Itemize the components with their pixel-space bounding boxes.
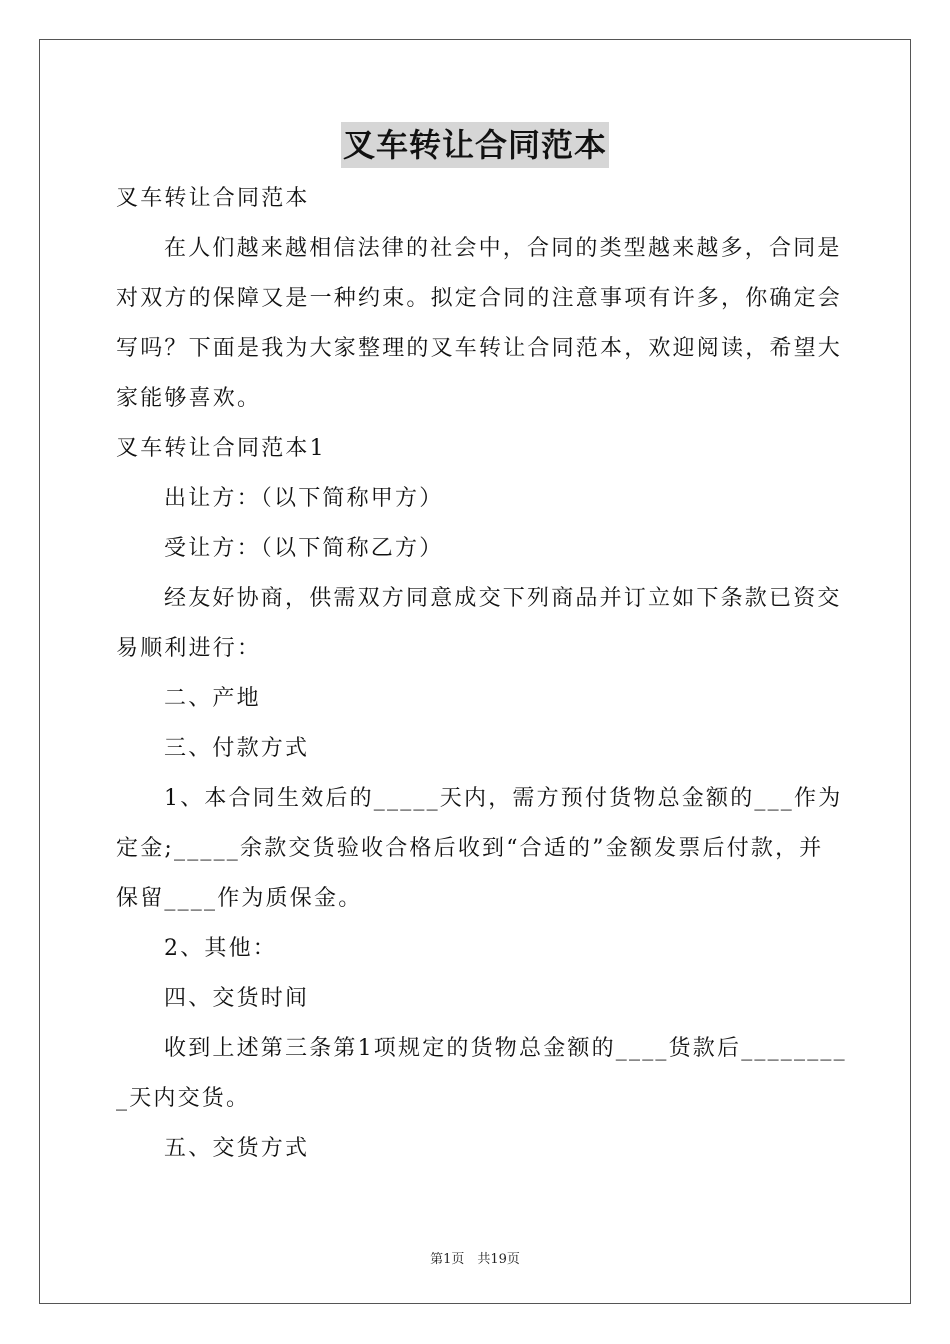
paragraph-line: 叉车转让合同范本: [116, 186, 310, 211]
paragraph-line: 易顺利进行：: [116, 636, 262, 661]
paragraph-line: 二、产地: [164, 686, 261, 711]
paragraph-line: 对双方的保障又是一种约束。拟定合同的注意事项有许多，你确定会: [116, 286, 843, 311]
paragraph-line: 写吗？下面是我为大家整理的叉车转让合同范本，欢迎阅读，希望大: [116, 336, 843, 361]
document-body: [116, 174, 847, 1174]
paragraph-line: 定金;_____余款交货验收合格后收到“合适的”金额发票后付款，并: [116, 836, 824, 861]
document-title: 叉车转让合同范本: [341, 122, 609, 168]
paragraph-line: 叉车转让合同范本1: [116, 436, 326, 461]
paragraph-line: 收到上述第三条第1项规定的货物总金额的____货款后________: [164, 1036, 847, 1061]
paragraph-line: 在人们越来越相信法律的社会中，合同的类型越来越多，合同是: [164, 236, 842, 261]
title-container: [0, 122, 950, 168]
paragraph-line: 家能够喜欢。: [116, 386, 262, 411]
paragraph-line: 五、交货方式: [164, 1136, 310, 1161]
paragraph-line: 三、付款方式: [164, 736, 310, 761]
paragraph-line: 2、其他：: [164, 936, 277, 961]
paragraph-line: 1、本合同生效后的_____天内，需方预付货物总金额的___作为: [164, 786, 843, 811]
paragraph-line: 出让方：（以下简称甲方）: [164, 486, 444, 511]
paragraph-line: 经友好协商，供需双方同意成交下列商品并订立如下条款已资交: [164, 586, 842, 611]
page-footer: 第1页 共19页: [430, 1252, 520, 1267]
paragraph-line: 四、交货时间: [164, 986, 310, 1011]
paragraph-line: 受让方：（以下简称乙方）: [164, 536, 444, 561]
paragraph-line: 保留____作为质保金。: [116, 886, 363, 911]
paragraph-line: _天内交货。: [116, 1086, 251, 1111]
